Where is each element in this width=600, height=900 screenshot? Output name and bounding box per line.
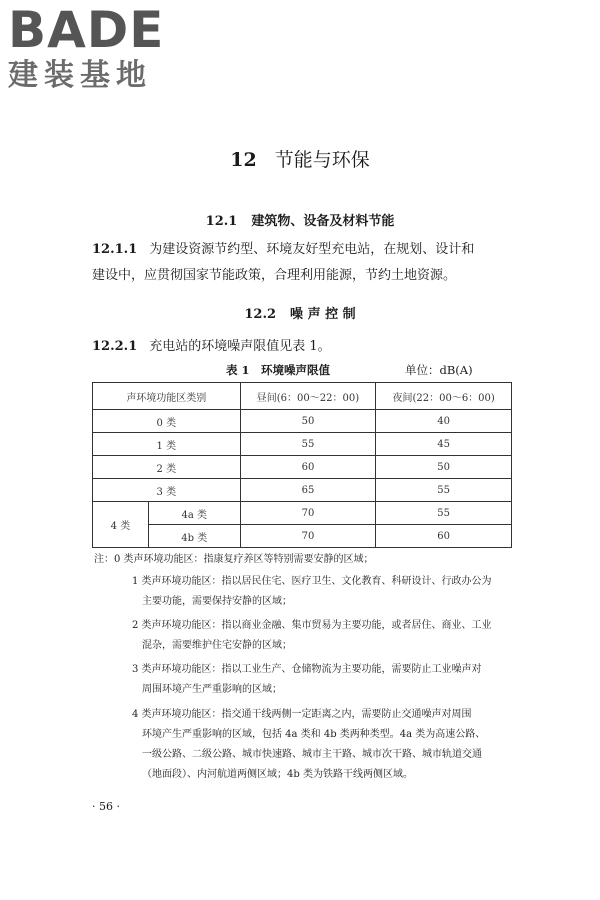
cell-night: 55 <box>376 479 512 502</box>
note-line: 3 类声环境功能区：指以工业生产、仓储物流为主要功能，需要防止工业噪声对 <box>132 664 482 675</box>
header-category: 声环境功能区类别 <box>93 383 241 410</box>
note-line: 环境产生严重影响的区域，包括 4a 类和 4b 类两种类型。4a 类为高速公路、 <box>142 729 486 740</box>
cell-day: 70 <box>240 502 376 525</box>
note-line: 主要功能，需要保持安静的区域； <box>142 596 292 607</box>
chapter-heading <box>0 145 600 172</box>
section-number: 12.2 <box>244 307 277 322</box>
chapter-title: 节能与环保 <box>274 149 370 171</box>
cell-category: 3 类 <box>93 479 241 502</box>
clause-text: 充电站的环境噪声限值见表 1。 <box>149 339 331 354</box>
cell-day: 60 <box>240 456 376 479</box>
table-row <box>93 479 512 502</box>
logo-wordmark: BADE <box>8 1 165 59</box>
cell-night: 60 <box>376 525 512 548</box>
table-unit: 单位：dB(A) <box>405 363 473 377</box>
note-line: 4 类声环境功能区：指交通干线两侧一定距离之内，需要防止交通噪声对周围 <box>132 709 472 720</box>
table-caption: 表 1 环境噪声限值 <box>226 363 331 377</box>
table-row <box>93 502 512 525</box>
cell-category: 2 类 <box>93 456 241 479</box>
clause-12-2-1 <box>92 334 512 360</box>
cell-day: 50 <box>240 410 376 433</box>
note-line: 周围环境产生严重影响的区域； <box>142 684 282 695</box>
cell-night: 55 <box>376 502 512 525</box>
cell-subcategory: 4a 类 <box>148 502 240 525</box>
noise-limit-table <box>92 382 512 548</box>
header-day: 昼间(6：00～22：00) <box>240 383 376 410</box>
clause-number: 12.1.1 <box>92 242 138 257</box>
cell-day: 65 <box>240 479 376 502</box>
cell-day: 55 <box>240 433 376 456</box>
note-line: 2 类声环境功能区：指以商业金融、集市贸易为主要功能，或者居住、商业、工业 <box>132 620 492 631</box>
note-line: 一级公路、二级公路、城市快速路、城市主干路、城市次干路、城市轨道交通 <box>142 749 482 760</box>
note-line: 1 类声环境功能区：指以居民住宅、医疗卫生、文化教育、科研设计、行政办公为 <box>132 576 492 587</box>
note-line: 混杂，需要维护住宅安静的区域； <box>142 640 292 651</box>
section-title: 建筑物、设备及材料节能 <box>251 214 395 229</box>
header-night: 夜间(22：00～6：00) <box>376 383 512 410</box>
section-heading-12-2 <box>0 303 600 322</box>
chapter-number: 12 <box>230 149 257 171</box>
table-header-row <box>93 383 512 410</box>
cell-subcategory: 4b 类 <box>148 525 240 548</box>
logo-chinese: 建装基地 <box>8 58 152 93</box>
section-title: 噪 声 控 制 <box>290 307 356 322</box>
cell-night: 40 <box>376 410 512 433</box>
clause-text-line2: 建设中，应贯彻国家节能政策，合理利用能源，节约土地资源。 <box>92 268 457 283</box>
page-number: · 56 · <box>92 800 120 813</box>
table-row <box>93 456 512 479</box>
note-line: （地面段）、内河航道两侧区域；4b 类为铁路干线两侧区域。 <box>142 769 413 780</box>
table-row <box>93 433 512 456</box>
cell-day: 70 <box>240 525 376 548</box>
cell-category: 1 类 <box>93 433 241 456</box>
note-line: 注：0 类声环境功能区：指康复疗养区等特别需要安静的区域； <box>94 554 374 565</box>
cell-night: 45 <box>376 433 512 456</box>
cell-group-4: 4 类 <box>93 502 149 548</box>
clause-12-1-1 <box>92 237 512 289</box>
table-row <box>93 410 512 433</box>
table-row <box>93 525 512 548</box>
clause-text-line1: 为建设资源节约型、环境友好型充电站，在规划、设计和 <box>149 242 475 257</box>
cell-category: 0 类 <box>93 410 241 433</box>
section-heading-12-1 <box>0 210 600 229</box>
section-number: 12.1 <box>205 214 238 229</box>
cell-night: 50 <box>376 456 512 479</box>
clause-number: 12.2.1 <box>92 339 138 354</box>
